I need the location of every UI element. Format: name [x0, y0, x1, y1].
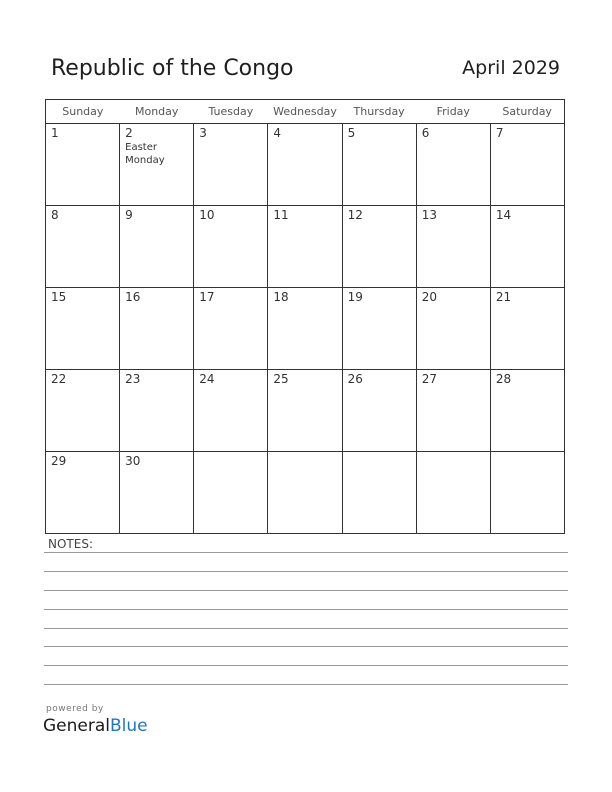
powered-by-text: powered by — [46, 704, 104, 714]
day-cell — [120, 288, 194, 370]
weekday-tuesday: Tuesday — [194, 100, 268, 124]
generalblue-logo — [43, 716, 148, 736]
note-line — [44, 628, 568, 629]
note-line — [44, 571, 568, 572]
day-cell-empty — [342, 452, 416, 534]
day-cell — [490, 288, 564, 370]
day-number: 29 — [51, 454, 67, 468]
day-number: 5 — [347, 126, 356, 140]
day-cell-empty — [490, 452, 564, 534]
day-cell — [490, 370, 564, 452]
weekday-thursday: Thursday — [342, 100, 416, 124]
day-number: 22 — [51, 372, 67, 386]
day-cell — [46, 370, 120, 452]
day-cell — [416, 370, 490, 452]
day-number: 25 — [273, 372, 289, 386]
note-line — [44, 684, 568, 685]
day-number: 26 — [347, 372, 363, 386]
day-cell — [342, 124, 416, 206]
day-cell — [268, 124, 342, 206]
note-line — [44, 646, 568, 647]
day-number: 27 — [421, 372, 437, 386]
day-cell — [120, 452, 194, 534]
day-number: 11 — [273, 208, 289, 222]
day-number: 28 — [495, 372, 512, 386]
day-cell — [46, 206, 120, 288]
day-cell — [342, 288, 416, 370]
day-number: 18 — [273, 290, 289, 304]
weekday-friday: Friday — [416, 100, 490, 124]
week-row — [46, 370, 565, 452]
day-cell — [194, 370, 268, 452]
day-cell — [194, 124, 268, 206]
brand-blue: Blue — [110, 716, 148, 736]
day-number: 19 — [347, 290, 363, 304]
day-number: 21 — [495, 290, 512, 304]
day-number: 2 — [125, 126, 133, 140]
day-cell — [268, 288, 342, 370]
week-row — [46, 124, 565, 206]
notes-label: NOTES: — [48, 537, 93, 551]
weekday-wednesday: Wednesday — [268, 100, 342, 124]
day-number: 6 — [421, 126, 430, 140]
day-number: 3 — [199, 126, 207, 140]
day-number: 9 — [125, 208, 133, 222]
day-number: 7 — [495, 126, 504, 140]
day-cell — [490, 124, 564, 206]
day-number: 14 — [495, 208, 512, 222]
day-cell — [46, 452, 120, 534]
day-number: 10 — [199, 208, 215, 222]
day-number: 13 — [421, 208, 437, 222]
note-line — [44, 665, 568, 666]
day-number: 23 — [125, 372, 141, 386]
day-number: 16 — [125, 290, 141, 304]
week-row — [46, 206, 565, 288]
weekday-monday: Monday — [120, 100, 194, 124]
weekday-sunday: Sunday — [46, 100, 120, 124]
day-cell — [342, 206, 416, 288]
day-cell — [194, 288, 268, 370]
day-cell-empty — [268, 452, 342, 534]
day-cell — [416, 206, 490, 288]
day-cell — [194, 206, 268, 288]
day-number: 8 — [51, 208, 59, 222]
day-cell — [46, 124, 120, 206]
day-cell-empty — [416, 452, 490, 534]
calendar-grid — [45, 99, 565, 534]
brand-general: General — [43, 716, 110, 736]
note-line — [44, 590, 568, 591]
day-cell — [490, 206, 564, 288]
day-cell — [120, 370, 194, 452]
calendar-country-title: Republic of the Congo — [51, 56, 294, 81]
note-line — [44, 552, 568, 553]
day-cell — [342, 370, 416, 452]
holiday-label: Easter Monday — [125, 142, 165, 166]
day-number: 17 — [199, 290, 215, 304]
day-cell — [46, 288, 120, 370]
day-cell — [120, 124, 194, 206]
day-cell — [416, 288, 490, 370]
day-number: 12 — [347, 208, 363, 222]
calendar-month-year: April 2029 — [462, 57, 560, 79]
day-number: 24 — [199, 372, 215, 386]
week-row — [46, 452, 565, 534]
day-number: 20 — [421, 290, 437, 304]
day-cell — [120, 206, 194, 288]
day-cell — [416, 124, 490, 206]
weekday-header-row — [46, 100, 565, 124]
day-cell-empty — [194, 452, 268, 534]
weekday-saturday: Saturday — [490, 100, 564, 124]
note-line — [44, 609, 568, 610]
day-cell — [268, 370, 342, 452]
day-cell — [268, 206, 342, 288]
day-number: 30 — [125, 454, 141, 468]
day-number: 15 — [51, 290, 67, 304]
day-number: 4 — [273, 126, 282, 140]
day-number: 1 — [51, 126, 59, 140]
week-row — [46, 288, 565, 370]
